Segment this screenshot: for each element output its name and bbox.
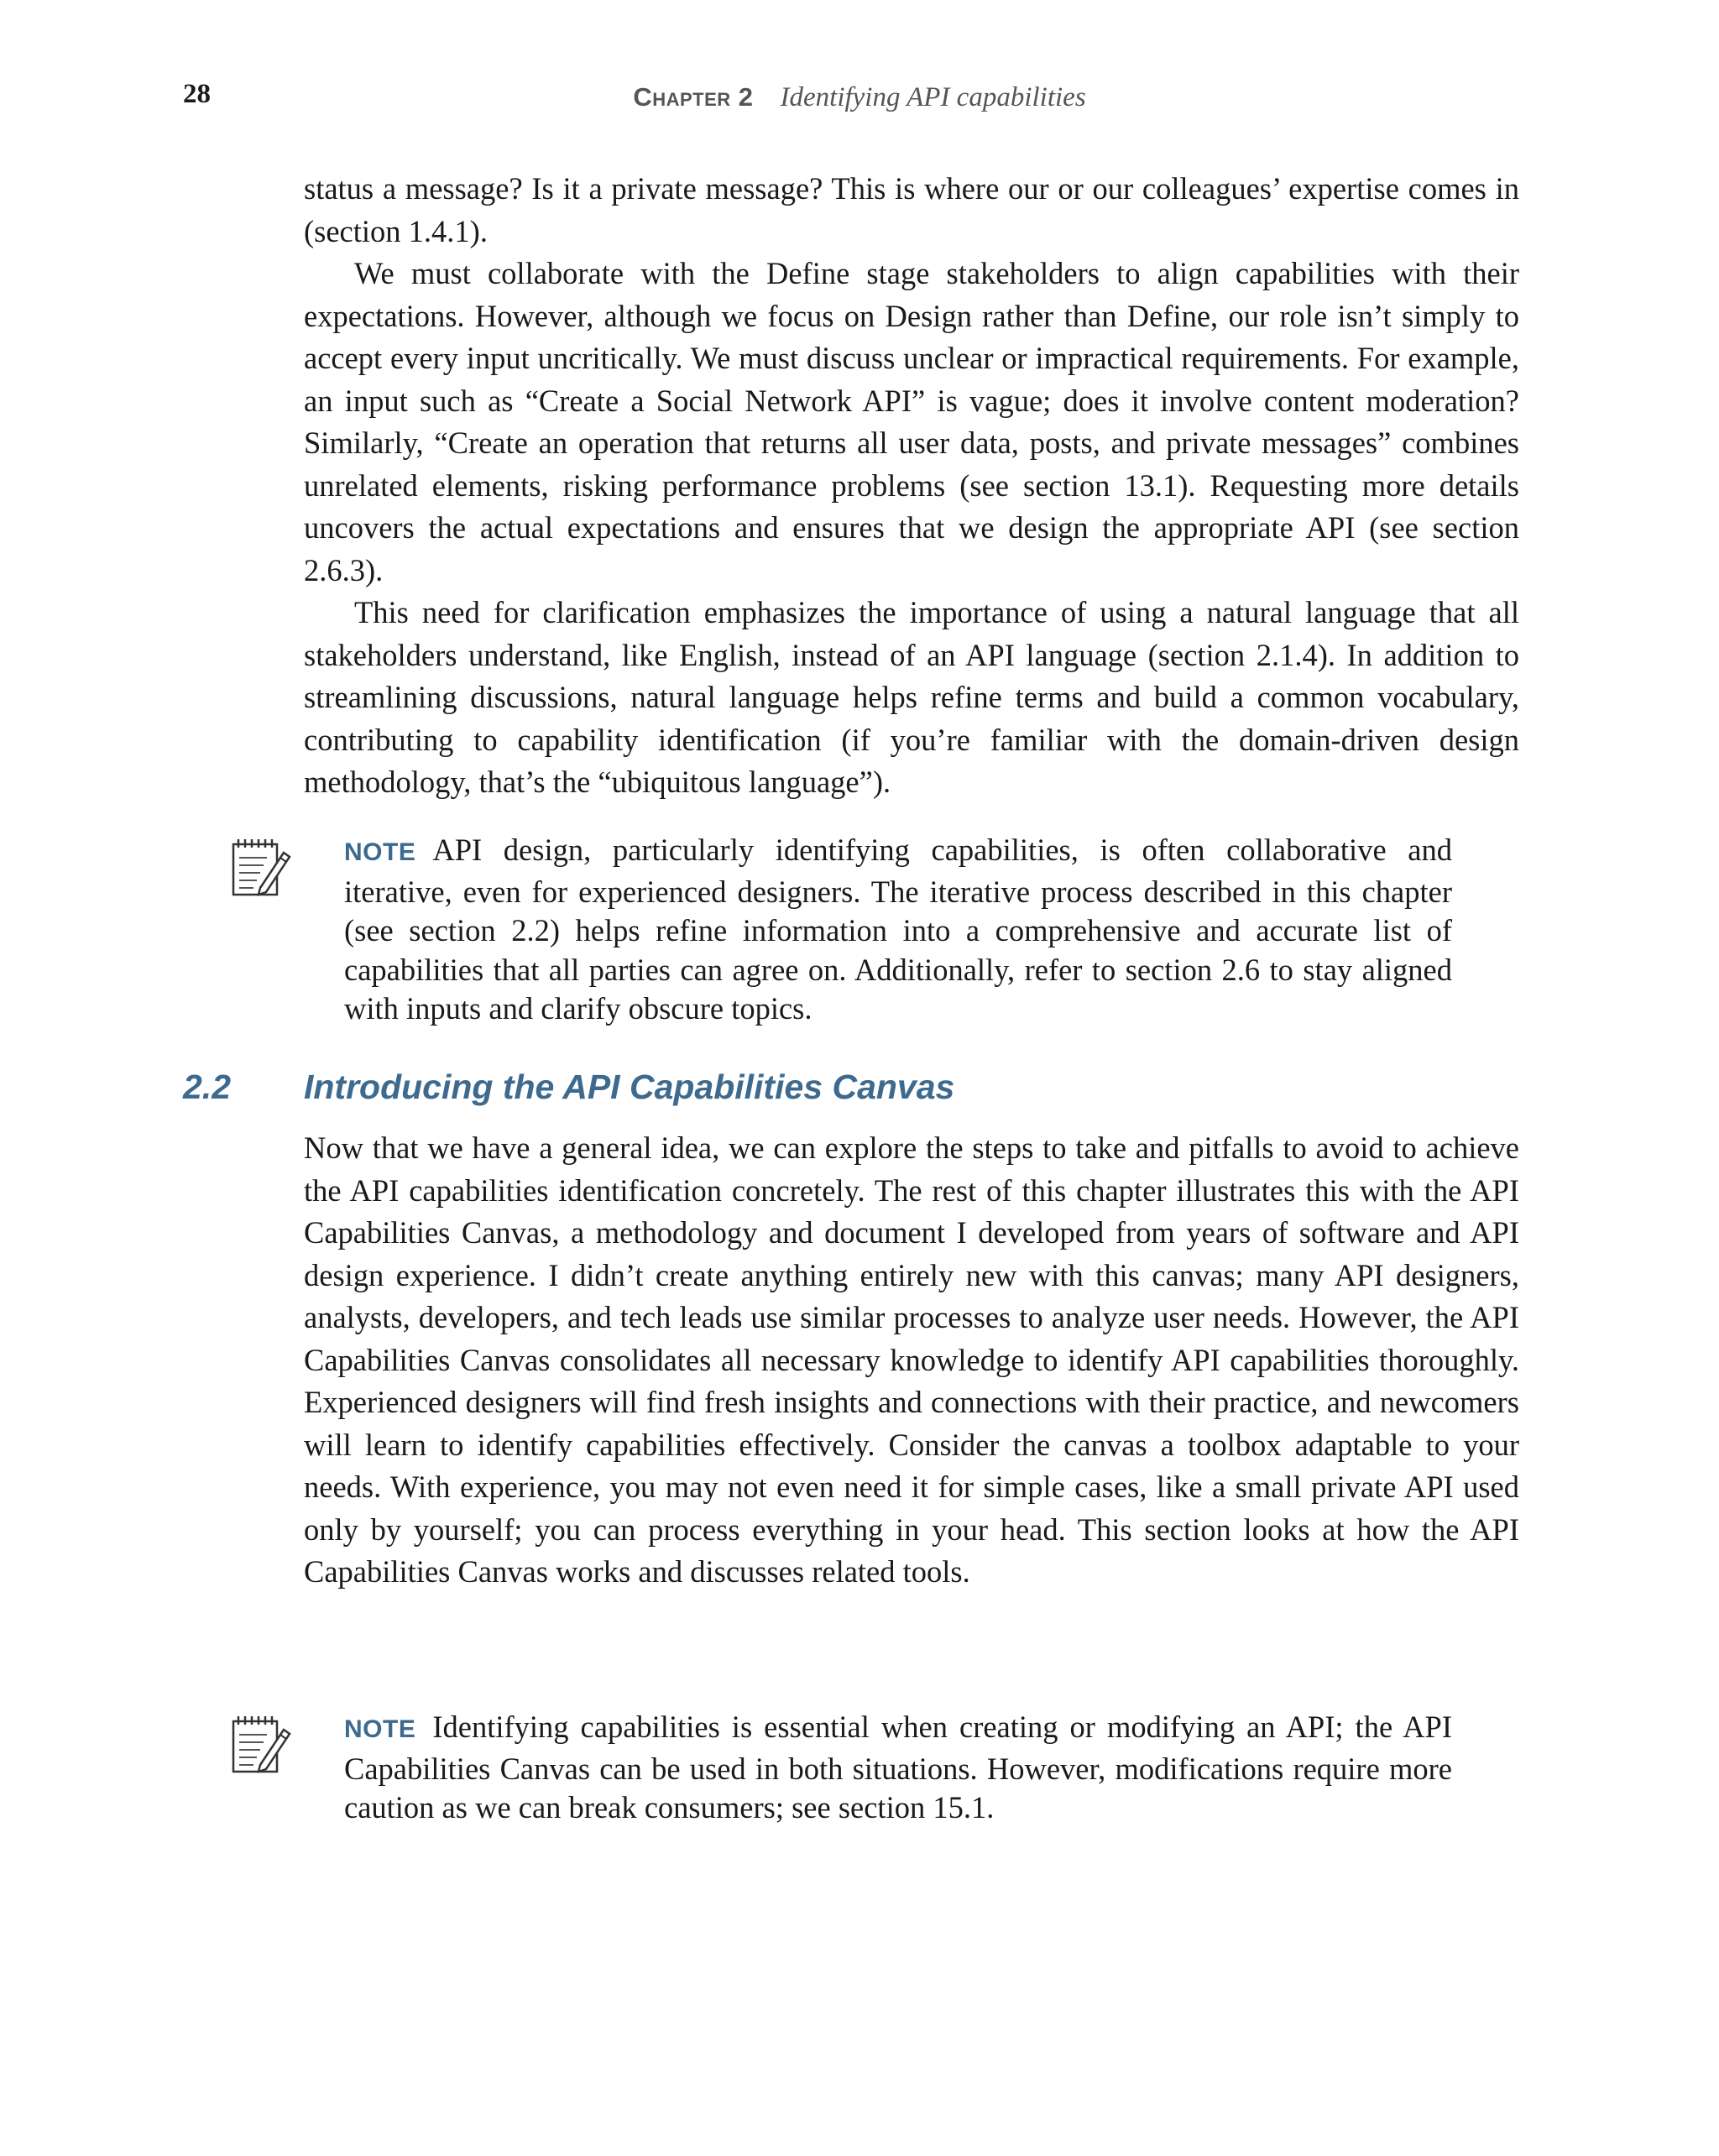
note-body: API design, particularly identifying capabilities, is often collaborative and iterative, even for experienced designers. The iterative process described in this chapter (see section 2.2) helps refine information into a comprehensive and accurate list of capabilities that all parties can agree on. Additionally, refer to section 2.6 to stay aligned with inputs and clarify obscure topics. xyxy=(344,833,1452,1026)
paragraph: Now that we have a general idea, we can explore the steps to take and pitfalls to avoid to achieve the API capabilities identification concretely. The rest of this chapter illustrates this with the API Capabilities Canvas, a methodology and document I developed from years of software and API design experience. I didn’t create anything entirely new with this canvas; many API designers, analysts, developers, and tech leads use similar processes to analyze user needs. However, the API Capabilities Canvas consolidates all necessary knowledge to identify API capabilities thoroughly. Experienced designers will find fresh insights and connections with their practice, and newcomers will learn to identify capabilities effectively. Consider the canvas a toolbox adaptable to your needs. With experience, you may not even need it for simple cases, like a small private API used only by yourself; you can process everything in your head. This section looks at how the API Capabilities Canvas works and discusses related tools. xyxy=(304,1130,1519,1589)
note-body: Identifying capabilities is essential when creating or modifying an API; the API Capabilities Canvas can be used in both situations. However, modifications require more caution as we can break consumers; see section 15.1. xyxy=(344,1710,1452,1825)
note-box xyxy=(227,1708,1452,1828)
chapter-label: Chapter 2 xyxy=(633,82,754,112)
notepad-pencil-icon xyxy=(227,1711,294,1778)
note-text xyxy=(344,1708,1452,1828)
chapter-title: Identifying API capabilities xyxy=(780,82,1086,112)
paragraph: status a message? Is it a private message? This is where our or our colleagues’ expertise comes in (section 1.4.1). xyxy=(304,171,1519,248)
note-label: NOTE xyxy=(344,838,416,866)
note-text xyxy=(344,831,1452,1029)
body-text-top xyxy=(304,168,1519,804)
notepad-pencil-icon xyxy=(227,834,294,901)
body-text-section xyxy=(304,1127,1519,1594)
section-title: Introducing the API Capabilities Canvas xyxy=(304,1068,955,1106)
note-box xyxy=(227,831,1452,1029)
section-number: 2.2 xyxy=(183,1068,231,1106)
page-number: 28 xyxy=(183,79,211,109)
note-label: NOTE xyxy=(344,1715,416,1743)
paragraph: We must collaborate with the Define stage stakeholders to align capabilities with their expectations. However, although we focus on Design rather than Define, our role isn’t simply to accept every input uncritically. We must discuss unclear or impractical requirements. For example, an input such as “Create a Social Network API” is vague; does it involve content moderation? Similarly, “Create an operation that returns all user data, posts, and private messages” combines unrelated elements, risking performance problems (see section 13.1). Requesting more details uncovers the actual expectations and ensures that we design the appropriate API (see section 2.6.3). xyxy=(304,256,1519,587)
running-head xyxy=(0,79,1719,112)
section-heading xyxy=(183,1066,954,1108)
paragraph: This need for clarification emphasizes the importance of using a natural language that all stakeholders understand, like English, instead of an API language (section 2.1.4). In addition to streamlining discussions, natural language helps refine terms and build a common vocabulary, contributing to capability identification (if you’re familiar with the domain-driven design methodology, that’s the “ubiquitous language”). xyxy=(304,595,1519,799)
